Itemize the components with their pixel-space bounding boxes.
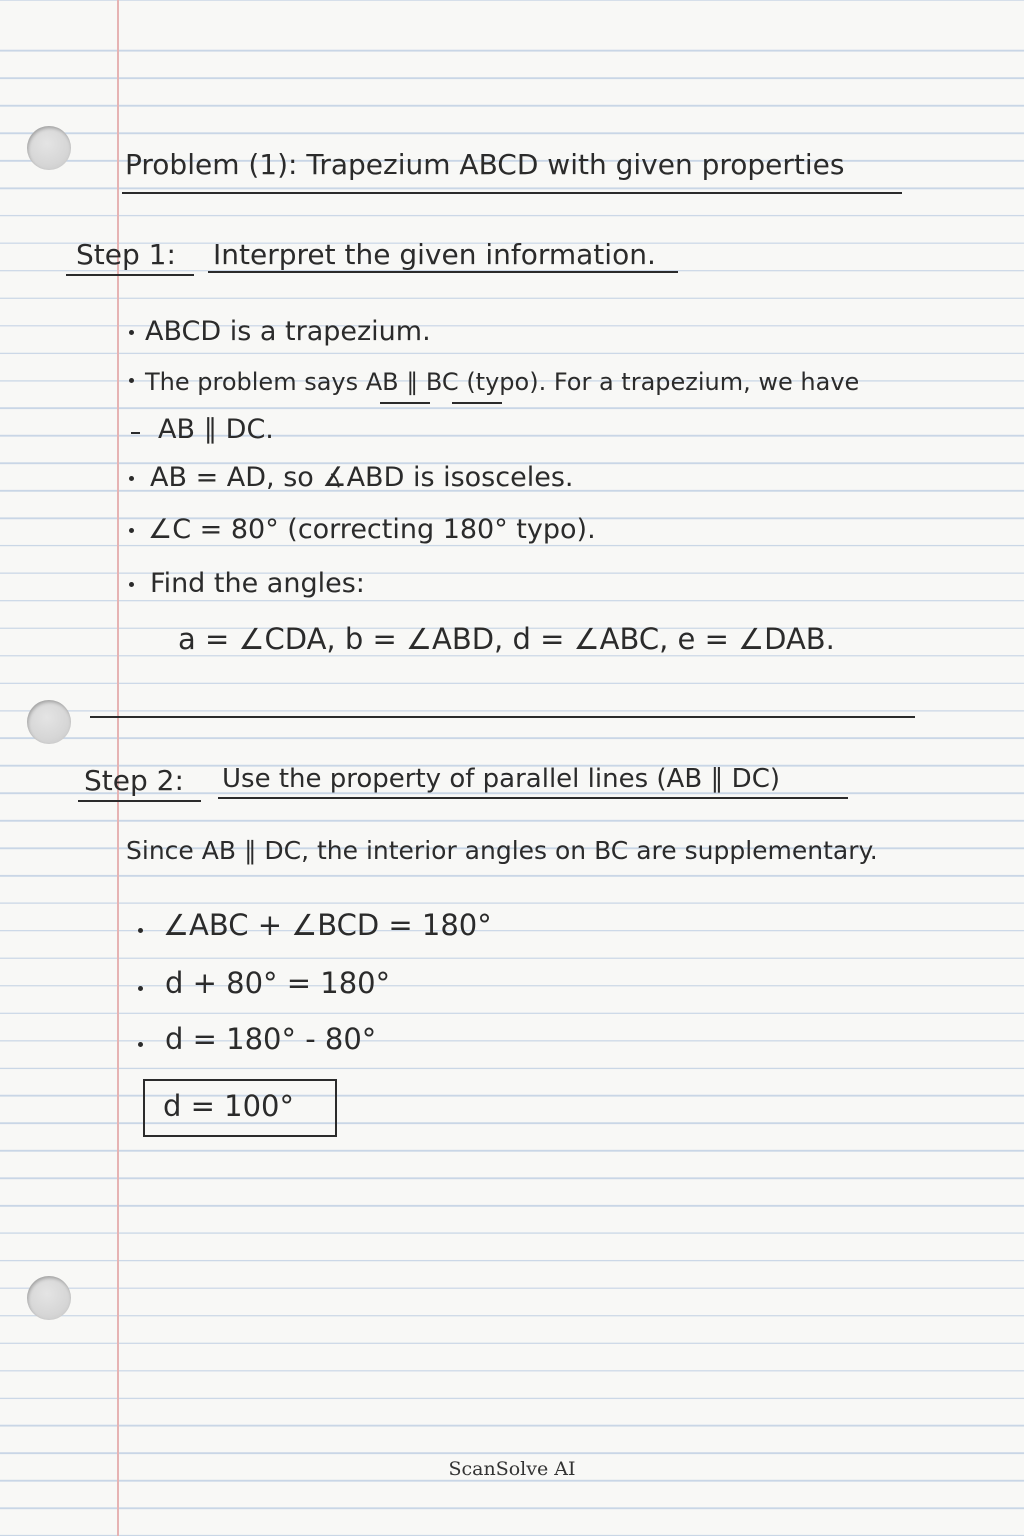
typo-underline xyxy=(380,402,430,404)
answer: d = 100° xyxy=(163,1089,294,1123)
problem-title: Problem (1): Trapezium ABCD with given properties xyxy=(125,148,845,181)
step2-heading: Use the property of parallel lines (AB ∥ DC) xyxy=(222,764,780,794)
step1-label: Step 1: xyxy=(76,238,176,271)
step1-line: ∠C = 80° (correcting 180° typo). xyxy=(148,514,596,545)
footer-watermark: ScanSolve AI xyxy=(448,1458,576,1480)
punch-hole xyxy=(27,126,71,170)
bullet xyxy=(129,582,134,587)
find-angles: a = ∠CDA, b = ∠ABD, d = ∠ABC, e = ∠DAB. xyxy=(178,622,835,656)
step2-intro: Since AB ∥ DC, the interior angles on BC are supplementary. xyxy=(126,836,878,865)
step1-heading: Interpret the given information. xyxy=(213,238,656,271)
step1-line: AB = AD, so ∡ABD is isosceles. xyxy=(150,462,574,493)
step1-line: AB ∥ DC. xyxy=(158,414,274,445)
punch-hole xyxy=(27,700,71,744)
bullet xyxy=(138,928,143,933)
bullet xyxy=(129,378,134,383)
step1-heading-underline xyxy=(208,271,678,273)
equation: d + 80° = 180° xyxy=(165,966,391,1000)
bullet xyxy=(138,986,143,991)
equation: d = 180° - 80° xyxy=(165,1022,377,1056)
step2-label-underline xyxy=(78,800,201,802)
step1-label-underline xyxy=(66,274,194,276)
step1-line: The problem says AB ∥ BC (typo). For a trapezium, we have xyxy=(145,368,860,396)
step2-label: Step 2: xyxy=(84,764,184,797)
section-divider xyxy=(90,716,915,718)
step1-line: Find the angles: xyxy=(150,568,365,599)
title-underline xyxy=(122,192,902,194)
bullet xyxy=(129,528,134,533)
equation: ∠ABC + ∠BCD = 180° xyxy=(163,908,492,942)
bullet xyxy=(129,330,134,335)
bullet xyxy=(138,1042,143,1047)
typo-underline xyxy=(452,402,502,404)
dash xyxy=(131,432,140,434)
bullet xyxy=(129,476,134,481)
step2-heading-underline xyxy=(218,797,848,799)
step1-line: ABCD is a trapezium. xyxy=(145,316,431,347)
punch-hole xyxy=(27,1276,71,1320)
